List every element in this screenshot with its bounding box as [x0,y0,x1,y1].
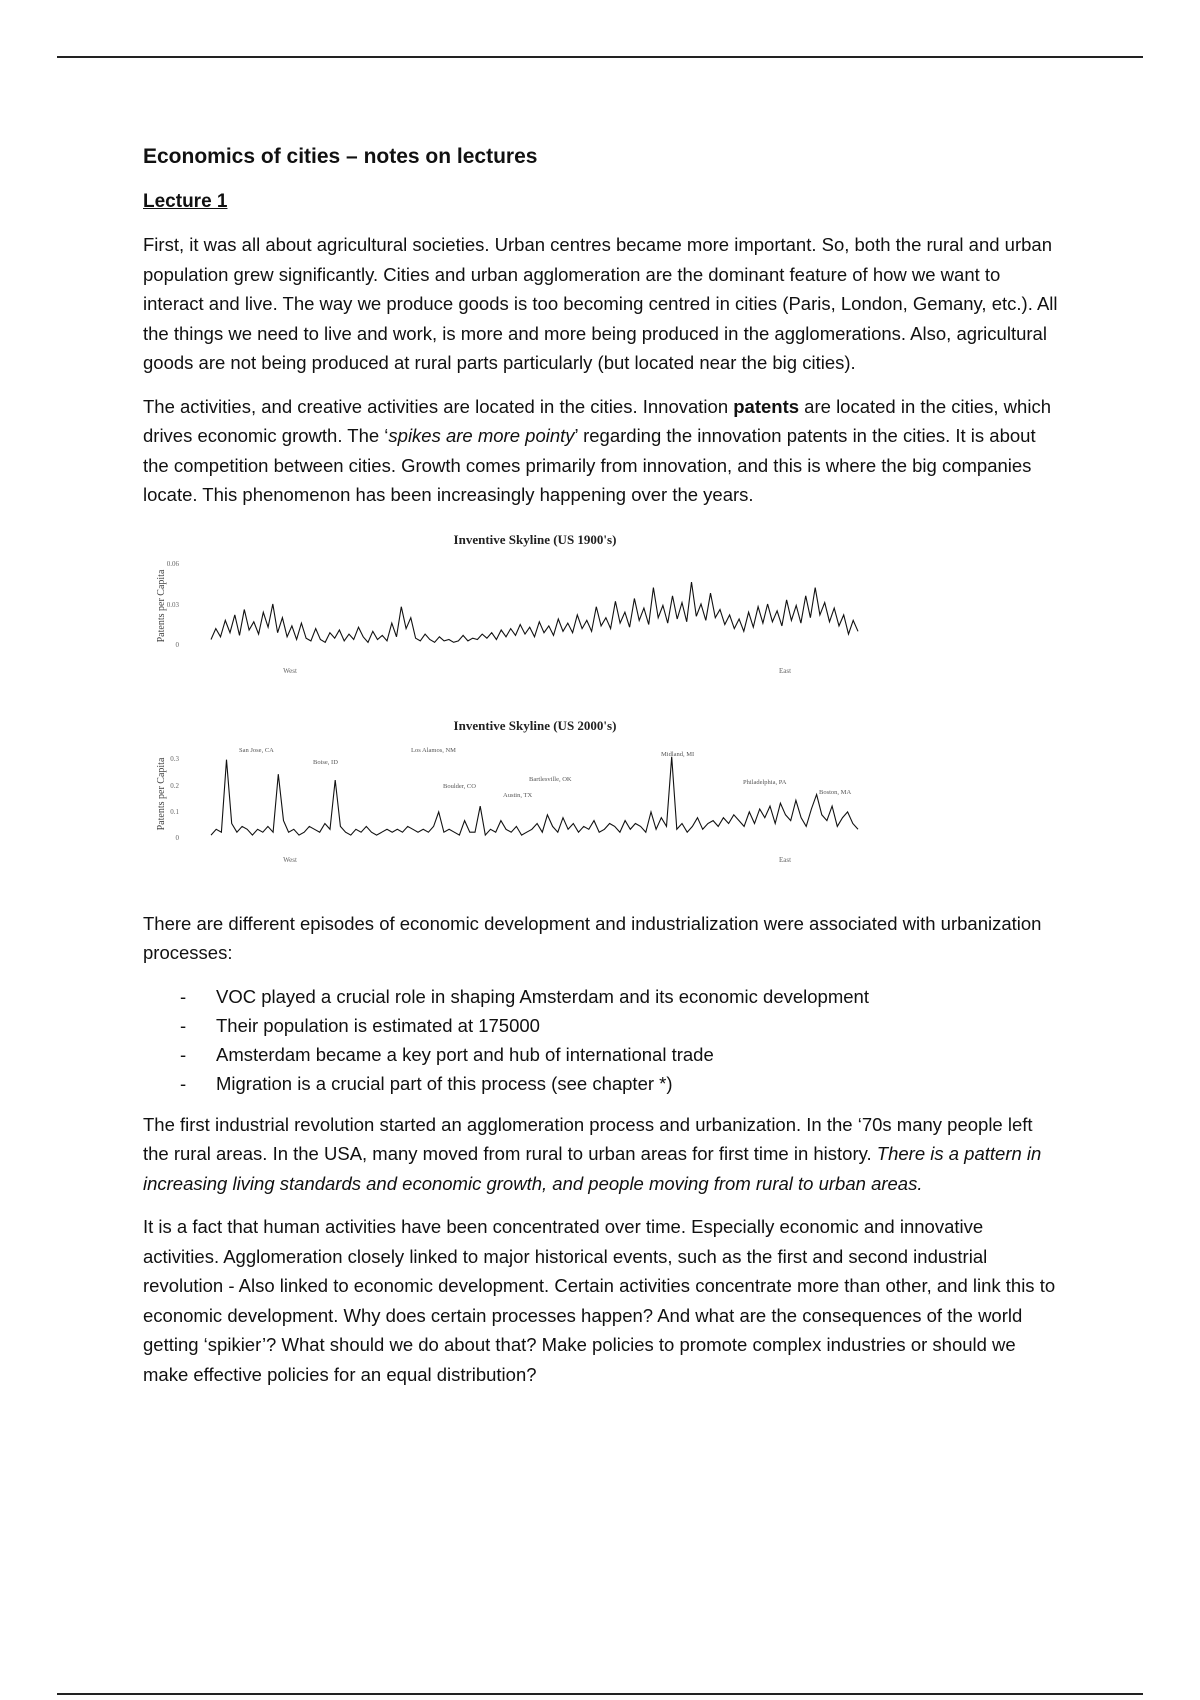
chart-2000s-city-labels [239,747,851,799]
bullet-item [180,982,1058,1011]
bullet-dash: - [180,1043,187,1065]
chart-2000s-xtick-east: East [778,855,792,864]
paragraph-4 [143,1110,1058,1199]
bullet-dash: - [180,985,187,1007]
chart-2000s-ytick-01: 0.1 [170,807,179,816]
bullet-text: Amsterdam became a key port and hub of international trade [216,1043,714,1065]
city-label-boise: Boise, ID [313,758,338,766]
bullet-item [180,1040,1058,1069]
lecture-heading: Lecture 1 [143,191,228,212]
paragraph-2-text-a: The activities, and creative activities are located in the cities. Innovation [143,395,734,417]
bullet-dash: - [180,1072,187,1094]
chart-1900s-ytick-zero: 0 [175,640,179,649]
header-rule [57,56,1143,58]
paragraph-4-italic: There is a pattern in increasing living standards and economic growth, and people moving from rural to urban areas. [143,1143,1042,1194]
paragraph-2-italic: spikes are more pointy [388,425,575,446]
inventive-skyline-figure [143,524,1058,899]
chart-1900s-title: Inventive Skyline (US 1900's) [453,531,617,547]
chart-1900s [156,532,858,675]
paragraph-2-bold: patents [733,395,800,417]
chart-1900s-xtick-west: West [283,666,297,675]
chart-2000s-series-line [211,756,858,834]
chart-2000s [156,718,858,864]
bullet-text: Their population is estimated at 175000 [216,1014,540,1036]
city-label-boulder: Boulder, CO [443,782,476,790]
paragraph-1: First, it was all about agricultural societies. Urban centres became more important. So, both the rural and urban population grew significantly. Cities and urban agglomeration are the dominant feature of how we want to interact and live. The way we produce goods is too becoming centred in cities (Paris, London, Gemany, etc.). All the things we need to live and work, is more and more being produced in the agglomerations. Also, agricultural goods are not being produced at rural parts particularly (but located near the big cities). [143,234,1058,373]
chart-2000s-ylabel: Patents per Capita [156,757,167,830]
bullet-item [180,1011,1058,1040]
document-body [143,144,1058,1403]
document-title: Economics of cities – notes on lectures [143,145,538,168]
chart-1900s-xtick-east: East [778,666,792,675]
footer-rule [57,1693,1143,1695]
chart-1900s-series-line [211,582,858,642]
chart-1900s-ytick-mid: 0.03 [166,600,179,609]
city-label-midland: Midland, MI [661,750,695,758]
chart-2000s-xtick-west: West [283,855,297,864]
skyline-charts [143,524,1058,899]
bullet-text: Migration is a crucial part of this process (see chapter *) [216,1072,673,1094]
paragraph-2 [143,392,1058,510]
city-label-san-jose: San Jose, CA [239,746,274,754]
bullet-item [180,1069,1058,1098]
paragraph-2-text-c: ’ regarding the innovation patents in the cities. It is about the competition between cities. Growth comes primarily from innovation, and this is where the big companies locate. This phenomenon has been increasingly happening over the years. [143,425,1036,505]
city-label-bartlesville: Bartlesville, OK [529,775,572,783]
chart-2000s-ytick-03: 0.3 [170,754,179,763]
city-label-los-alamos: Los Alamos, NM [411,746,456,754]
bullet-list [143,982,1058,1098]
paragraph-5: It is a fact that human activities have been concentrated over time. Especially economic and innovative activities. Agglomeration closely linked to major historical events, such as the first and second industrial revolution - Also linked to economic development. Certain activities concentrate more than other, and link this to economic development. Why does certain processes happen? And what are the consequences of the world getting ‘spikier’? What should we do about that? Make policies to promote complex industries or should we make effective policies for an equal distribution? [143,1216,1056,1385]
chart-2000s-title: Inventive Skyline (US 2000's) [453,717,617,733]
chart-1900s-ylabel: Patents per Capita [156,569,167,642]
paragraph-4-text: The first industrial revolution started an agglomeration process and urbanization. In the ‘70s many people left the rural areas. In the USA, many moved from rural to urban areas for first time in history. [143,1113,1033,1164]
bullet-text: VOC played a crucial role in shaping Amsterdam and its economic development [216,985,869,1007]
city-label-philadelphia: Philadelphia, PA [743,778,787,786]
chart-2000s-ytick-0: 0 [175,833,179,842]
chart-1900s-ytick-max: 0.06 [166,559,179,568]
paragraph-3: There are different episodes of economic development and industrialization were associated with urbanization processes: [143,912,1042,963]
paragraph-2-text-b: are located in the cities, which drives economic growth. The ‘ [143,395,1051,446]
city-label-austin: Austin, TX [503,791,533,799]
city-label-boston: Boston, MA [819,788,852,796]
chart-2000s-ytick-02: 0.2 [170,781,179,790]
bullet-dash: - [180,1014,187,1036]
